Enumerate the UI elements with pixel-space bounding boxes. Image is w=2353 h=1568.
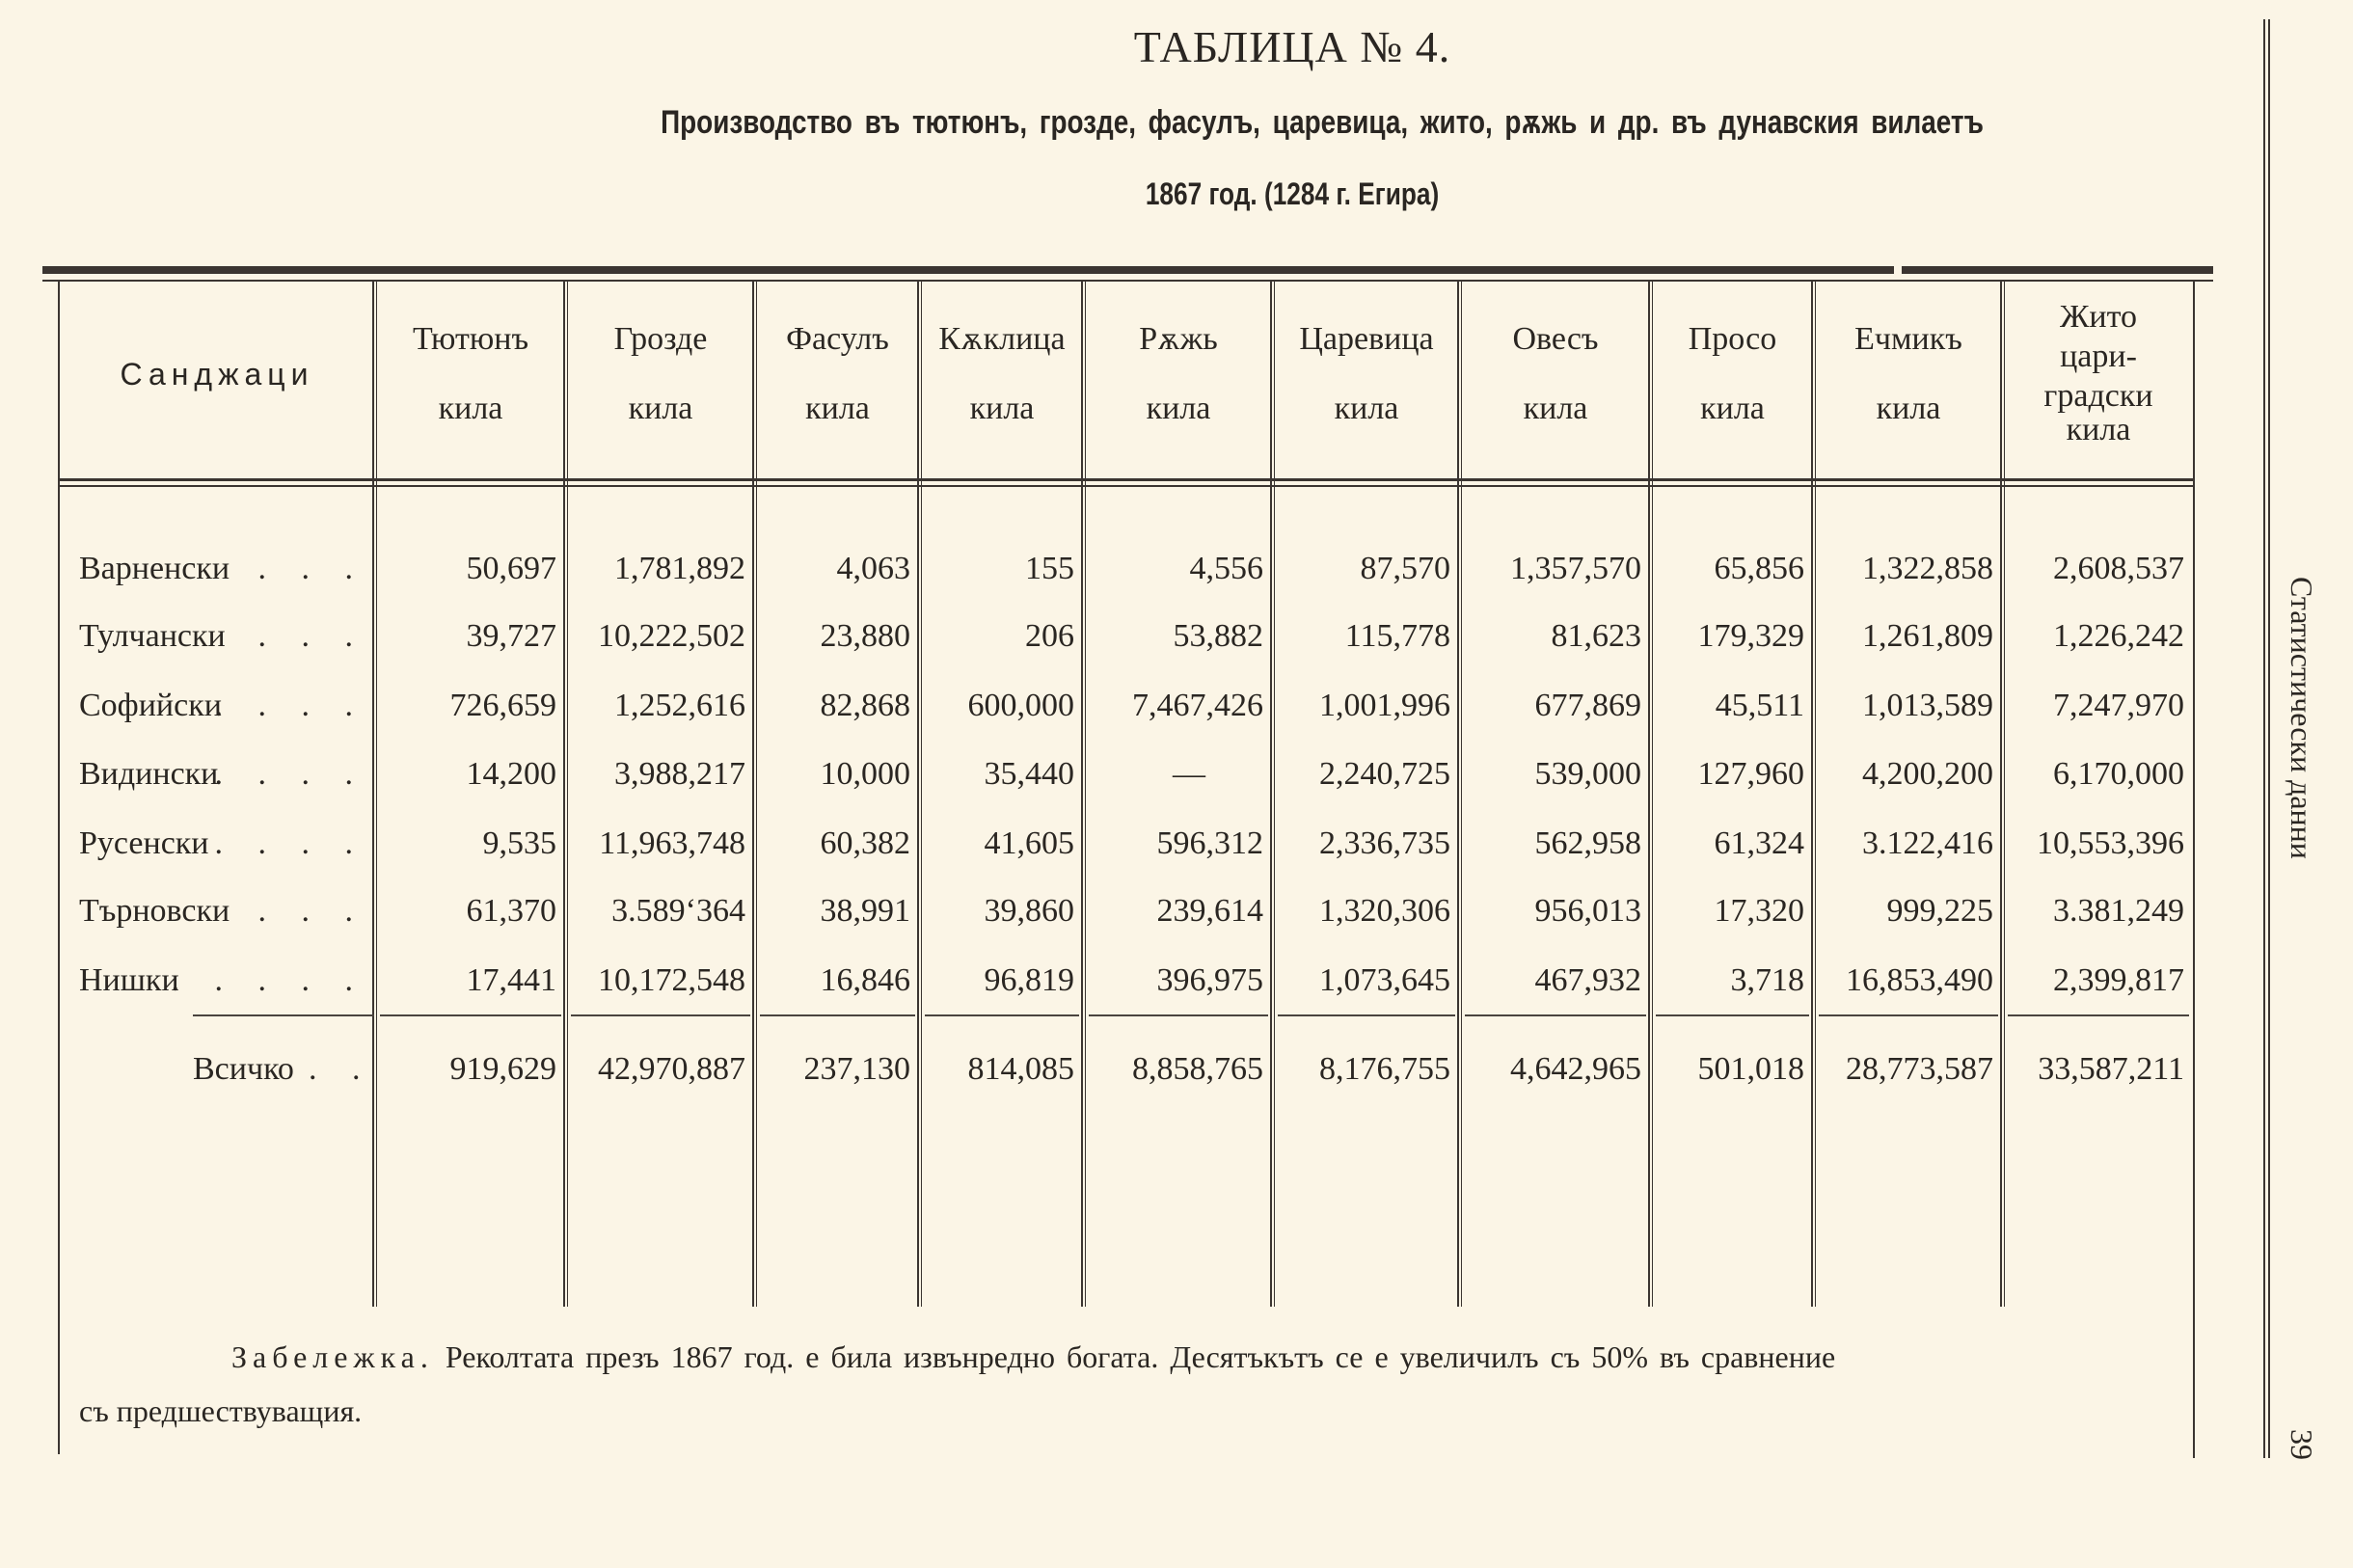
column-divider-double (1085, 282, 1086, 1307)
table-cell: 41,605 (984, 825, 1074, 861)
column-header (2007, 297, 2190, 445)
column-divider-double (1652, 282, 1653, 1307)
table-cell: — (1173, 756, 1205, 792)
table-left-border (58, 282, 60, 1454)
table-cell: 10,000 (820, 756, 910, 792)
top-thick-rule (42, 266, 1894, 274)
table-cell: 11,963,748 (599, 825, 745, 861)
table-cell: 17,320 (1714, 893, 1804, 929)
total-cell: 42,970,887 (598, 1051, 745, 1087)
table-cell: 10,222,502 (598, 618, 745, 654)
total-cell: 501,018 (1697, 1051, 1804, 1087)
total-cell: 28,773,587 (1846, 1051, 1993, 1087)
total-cell: 237,130 (803, 1051, 910, 1087)
column-header-name: Царевица (1299, 321, 1434, 357)
table-cell: 2,240,725 (1319, 756, 1450, 792)
column-divider (1081, 282, 1083, 1307)
table-cell: 87,570 (1360, 551, 1450, 586)
row-label: Варненски (79, 551, 230, 586)
table-cell: 9,535 (482, 825, 556, 861)
table-cell: 206 (1025, 618, 1074, 654)
column-divider-double (921, 282, 922, 1307)
total-separator (2008, 1014, 2189, 1016)
table-cell: 1,226,242 (2053, 618, 2184, 654)
total-cell: 8,176,755 (1319, 1051, 1450, 1087)
table-cell: 7,247,970 (2053, 688, 2184, 723)
table-cell: 16,846 (820, 962, 910, 998)
total-cell: 919,629 (449, 1051, 556, 1087)
table-cell: 539,000 (1534, 756, 1641, 792)
running-head: Статистически данни (2285, 577, 2319, 859)
column-header (1277, 323, 1456, 425)
table-cell: 562,958 (1534, 825, 1641, 861)
table-cell: 4,063 (836, 551, 910, 586)
total-separator (571, 1014, 750, 1016)
column-header-name: Рѫжь (1139, 321, 1218, 357)
row-leader-dots: . . . . (214, 688, 366, 723)
table-cell: 82,868 (820, 688, 910, 723)
total-cell: 8,858,765 (1132, 1051, 1263, 1087)
row-label: Търновски (79, 893, 230, 929)
table-cell: 677,869 (1534, 688, 1641, 723)
column-divider-double (756, 282, 757, 1307)
row-header-sandzhatsi: Санджаци (120, 357, 314, 392)
note-label: Забележка. (231, 1339, 434, 1374)
note-text: Реколтата презъ 1867 год. е била извънредно богата. Десятъкътъ се е увеличилъ съ 50% въ сравнение (445, 1339, 1836, 1374)
total-separator (1819, 1014, 1998, 1016)
table-cell: 6,170,000 (2053, 756, 2184, 792)
row-label: Русенски (79, 825, 209, 861)
table-cell: 61,370 (466, 893, 556, 929)
column-header (759, 323, 916, 425)
column-unit: кила (2066, 412, 2131, 447)
note-line-1 (231, 1339, 1835, 1375)
table-cell: 10,553,396 (2037, 825, 2184, 861)
table-cell: 1,073,645 (1319, 962, 1450, 998)
table-cell: 3.589‘364 (611, 893, 745, 929)
total-separator (1465, 1014, 1646, 1016)
table-cell: 45,511 (1715, 688, 1804, 723)
row-leader-dots: . . . . . (171, 962, 366, 998)
table-cell: 14,200 (466, 756, 556, 792)
row-label: Нишки (79, 962, 179, 998)
column-unit: кила (628, 391, 693, 426)
row-label: Тулчански (79, 618, 226, 654)
column-unit: кила (438, 391, 503, 426)
column-header-name-2: цари- (2060, 338, 2137, 374)
column-unit: кила (1876, 391, 1941, 426)
table-subtitle: Производство въ тютюнъ, грозде, фасулъ, царевица, жито, рѫжь и др. въ дунавския вилаетъ (661, 104, 1984, 141)
column-divider (1811, 282, 1813, 1307)
table-cell: 16,853,490 (1846, 962, 1993, 998)
table-cell: 726,659 (449, 688, 556, 723)
table-cell: 39,727 (466, 618, 556, 654)
column-header-name: Овесъ (1512, 321, 1599, 357)
table-cell: 1,320,306 (1319, 893, 1450, 929)
column-divider-double (567, 282, 568, 1307)
table-cell: 35,440 (984, 756, 1074, 792)
row-leader-dots: . . . . (214, 756, 366, 792)
column-unit: кила (1700, 391, 1765, 426)
row-leader-dots: . . . (257, 551, 366, 586)
header-bottom-rule-2 (58, 485, 2194, 487)
column-divider (1270, 282, 1272, 1307)
table-cell: 53,882 (1173, 618, 1263, 654)
total-separator (1656, 1014, 1809, 1016)
page-number: 39 (2285, 1429, 2319, 1460)
note-line-2: съ предшествуващия. (79, 1393, 363, 1428)
table-cell: 1,781,892 (614, 551, 745, 586)
column-header (1464, 323, 1647, 425)
column-divider-double (1274, 282, 1275, 1307)
table-cell: 1,261,809 (1862, 618, 1993, 654)
total-separator (1278, 1014, 1455, 1016)
table-cell: 2,399,817 (2053, 962, 2184, 998)
row-leader-dots: . . . . (214, 825, 366, 861)
column-header (924, 323, 1080, 425)
column-divider-double (2004, 282, 2005, 1307)
table-cell: 396,975 (1156, 962, 1263, 998)
table-cell: 2,608,537 (2053, 551, 2184, 586)
table-cell: 179,329 (1697, 618, 1804, 654)
table-cell: 4,200,200 (1862, 756, 1993, 792)
table-cell: 3,718 (1730, 962, 1804, 998)
table-cell: 239,614 (1156, 893, 1263, 929)
column-header-name: Фасулъ (786, 321, 889, 357)
column-header-name: Кѫклица (938, 321, 1066, 357)
table-cell: 467,932 (1534, 962, 1641, 998)
total-separator (760, 1014, 915, 1016)
table-cell: 17,441 (466, 962, 556, 998)
table-cell: 96,819 (984, 962, 1074, 998)
table-cell: 60,382 (820, 825, 910, 861)
column-divider (372, 282, 374, 1307)
top-thick-rule-right (1902, 266, 2213, 274)
table-cell: 1,322,858 (1862, 551, 1993, 586)
table-cell: 10,172,548 (598, 962, 745, 998)
table-cell: 4,556 (1189, 551, 1263, 586)
row-label: Софийски (79, 688, 222, 723)
table-title: ТАБЛИЦА № 4. (1133, 22, 1451, 71)
table-cell: 1,252,616 (614, 688, 745, 723)
row-leader-dots: . . . (257, 893, 366, 929)
column-header (570, 323, 751, 425)
total-cell: 814,085 (967, 1051, 1074, 1087)
top-thin-rule (42, 280, 2213, 282)
table-cell: 50,697 (466, 551, 556, 586)
table-cell: 1,001,996 (1319, 688, 1450, 723)
header-bottom-rule (58, 478, 2194, 481)
table-cell: 956,013 (1534, 893, 1641, 929)
column-unit: кила (969, 391, 1035, 426)
table-cell: 81,623 (1551, 618, 1641, 654)
column-divider-double (1815, 282, 1816, 1307)
column-header-name: Грозде (613, 321, 708, 357)
row-leader-dots: . . . (257, 618, 366, 654)
table-cell: 3.381,249 (2053, 893, 2184, 929)
table-cell: 23,880 (820, 618, 910, 654)
column-header-name: Жито (2059, 299, 2138, 335)
row-label: Видински (79, 756, 219, 792)
table-cell: 2,336,735 (1319, 825, 1450, 861)
total-separator (925, 1014, 1079, 1016)
table-right-border (2193, 282, 2195, 1458)
table-cell: 999,225 (1886, 893, 1993, 929)
table-cell: 38,991 (820, 893, 910, 929)
total-separator-label (193, 1014, 374, 1016)
column-divider (2000, 282, 2002, 1307)
table-cell: 127,960 (1697, 756, 1804, 792)
column-unit: кила (805, 391, 870, 426)
table-year: 1867 год. (1284 г. Егира) (1145, 176, 1440, 211)
table-cell: 61,324 (1714, 825, 1804, 861)
column-divider (1457, 282, 1459, 1307)
column-header-name: Просо (1688, 321, 1777, 357)
column-header (1088, 323, 1269, 425)
table-cell: 3,988,217 (614, 756, 745, 792)
column-header (1818, 323, 1999, 425)
table-cell: 1,013,589 (1862, 688, 1993, 723)
column-unit: кила (1334, 391, 1399, 426)
total-separator (1089, 1014, 1268, 1016)
column-unit: кила (1146, 391, 1211, 426)
table-cell: 600,000 (967, 688, 1074, 723)
table-cell: 7,467,426 (1132, 688, 1263, 723)
column-unit: кила (1523, 391, 1588, 426)
table-cell: 596,312 (1156, 825, 1263, 861)
table-cell: 3.122,416 (1862, 825, 1993, 861)
column-divider-double (1461, 282, 1462, 1307)
total-cell: 33,587,211 (2038, 1051, 2184, 1087)
total-cell: 4,642,965 (1510, 1051, 1641, 1087)
table-cell: 39,860 (984, 893, 1074, 929)
page-margin-line (2263, 19, 2265, 1458)
table-cell: 1,357,570 (1510, 551, 1641, 586)
total-label: Всичко (193, 1051, 294, 1087)
column-divider (917, 282, 919, 1307)
column-divider-double (376, 282, 377, 1307)
total-dots: . . (309, 1051, 374, 1087)
table-cell: 65,856 (1714, 551, 1804, 586)
column-header (379, 323, 562, 425)
table-cell: 155 (1025, 551, 1074, 586)
total-separator (380, 1014, 561, 1016)
column-header (1655, 323, 1810, 425)
column-header-name: Ечмикъ (1854, 321, 1962, 357)
column-header-name: Тютюнъ (412, 321, 529, 357)
page-margin-line-2 (2268, 19, 2270, 1458)
column-header-name-3: градски (2043, 378, 2153, 414)
table-cell: 115,778 (1344, 618, 1450, 654)
column-divider (563, 282, 565, 1307)
column-divider (1648, 282, 1650, 1307)
column-divider (752, 282, 754, 1307)
